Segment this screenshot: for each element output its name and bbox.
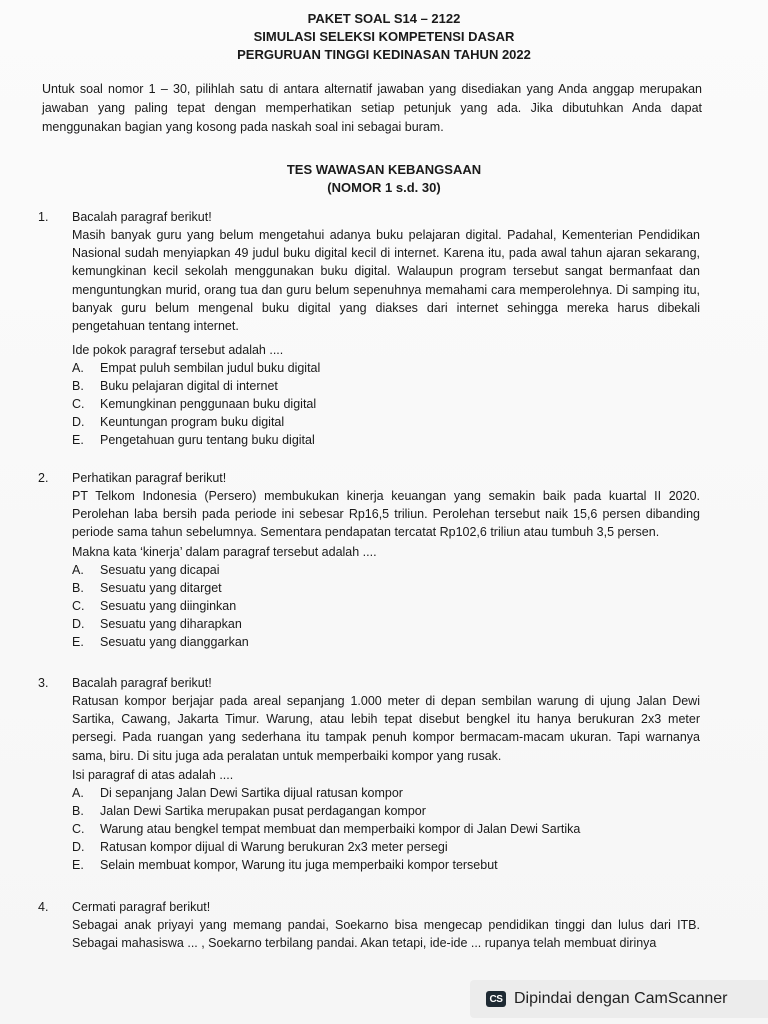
option-1c (72, 395, 692, 413)
question-prompt: Makna kata ‘kinerja’ dalam paragraf tersebut adalah .... (72, 545, 377, 559)
option-text: Kemungkinan penggunaan buku digital (100, 397, 317, 411)
question-number: 3. (38, 676, 49, 690)
camscanner-icon: CS (486, 991, 506, 1007)
option-letter: B. (72, 581, 84, 595)
question-prompt: Ide pokok paragraf tersebut adalah .... (72, 343, 284, 357)
question-prompt: Isi paragraf di atas adalah .... (72, 768, 234, 782)
option-2c (72, 597, 692, 615)
option-1b (72, 377, 692, 395)
section-subtitle: (NOMOR 1 s.d. 30) (327, 180, 441, 195)
option-1d (72, 413, 692, 431)
question-instruction: Bacalah paragraf berikut! (72, 676, 212, 690)
option-letter: A. (72, 786, 84, 800)
camscanner-watermark (470, 980, 768, 1018)
option-letter: D. (72, 415, 85, 429)
option-letter: C. (72, 822, 85, 836)
option-text: Sesuatu yang dianggarkan (100, 635, 249, 649)
header-line-2: SIMULASI SELEKSI KOMPETENSI DASAR (253, 29, 515, 44)
option-2b (72, 579, 692, 597)
option-letter: E. (72, 635, 84, 649)
section-title: TES WAWASAN KEBANGSAAN (286, 162, 482, 177)
question-paragraph: Sebagai anak priyayi yang memang pandai, Soekarno bisa mengecap pendidikan tinggi dan lulus dari ITB. Sebagai mahasiswa ... , Soekarno terbilang pandai. Akan tetapi, ide-ide ... rupanya telah membuat dirinya (72, 918, 700, 951)
question-number: 2. (38, 471, 49, 485)
option-text: Sesuatu yang diharapkan (100, 617, 242, 631)
option-text: Sesuatu yang dicapai (100, 563, 220, 577)
option-3e (72, 856, 692, 874)
option-text: Sesuatu yang diinginkan (100, 599, 237, 613)
option-2e (72, 633, 692, 651)
question-paragraph: PT Telkom Indonesia (Persero) membukukan kinerja keuangan yang semakin baik pada kuartal II 2020. Perolehan laba bersih pada periode ini sebesar Rp16,5 triliun. Perolehan tersebut naik 15,6 persen dibanding periode sama tahun sebelumnya. Sementara pendapatan tercatat Rp102,6 triliun atau tumbuh 3,5 persen. (72, 489, 700, 540)
option-letter: D. (72, 840, 85, 854)
option-1a (72, 359, 692, 377)
option-2d (72, 615, 692, 633)
option-letter: E. (72, 433, 84, 447)
option-3a (72, 784, 692, 802)
option-1e (72, 431, 692, 449)
option-letter: C. (72, 397, 85, 411)
option-3b (72, 802, 692, 820)
option-letter: C. (72, 599, 85, 613)
question-instruction: Bacalah paragraf berikut! (72, 210, 212, 224)
option-letter: B. (72, 804, 84, 818)
intro-paragraph: Untuk soal nomor 1 – 30, pilihlah satu di antara alternatif jawaban yang disediakan yang Anda anggap merupakan jawaban yang paling tepat dengan memperhatikan setiap petunjuk yang ada. Jika dibutuhkan Anda dapat menggunakan bagian yang kosong pada naskah soal ini sebagai buram. (42, 82, 702, 134)
option-text: Di sepanjang Jalan Dewi Sartika dijual ratusan kompor (100, 786, 403, 800)
option-letter: A. (72, 361, 84, 375)
option-2a (72, 561, 692, 579)
option-text: Empat puluh sembilan judul buku digital (100, 361, 321, 375)
option-letter: E. (72, 858, 84, 872)
question-paragraph: Masih banyak guru yang belum mengetahui adanya buku pelajaran digital. Padahal, Kementerian Pendidikan Nasional sudah menyiapkan 49 judul buku digital kecil di internet. Karena itu, pada awal tahun ajaran sekarang, kemungkinan kecil sekolah menggunakan buku digital. Walaupun program tersebut sangat bermanfaat dan menguntungkan murid, orang tua dan guru belum sepenuhnya memahami cara memperolehnya. Di samping itu, banyak guru belum mengenal buku digital yang diakses dari internet sehingga mereka harus dibekali pengetahuan tentang internet. (72, 228, 700, 334)
option-letter: A. (72, 563, 84, 577)
option-letter: B. (72, 379, 84, 393)
question-instruction: Cermati paragraf berikut! (72, 900, 211, 914)
option-3d (72, 838, 692, 856)
question-number: 1. (38, 210, 49, 224)
option-letter: D. (72, 617, 85, 631)
option-text: Pengetahuan guru tentang buku digital (100, 433, 315, 447)
option-text: Buku pelajaran digital di internet (100, 379, 278, 393)
option-3c (72, 820, 692, 838)
question-paragraph: Ratusan kompor berjajar pada areal sepanjang 1.000 meter di depan sembilan warung di ujung Jalan Dewi Sartika, Cawang, Jakarta Timur. Warung, atau lebih tepat disebut bengkel itu hanya berukuran 2x3 meter persegi. Pada ruangan yang sederhana itu tampak penuh kompor bermacam-macam ukuran. Tapi warnanya sama, biru. Di situ juga ada peralatan untuk memperbaiki kompor yang rusak. (72, 694, 700, 763)
camscanner-text: Dipindai dengan CamScanner (514, 990, 728, 1007)
option-text: Sesuatu yang ditarget (100, 581, 222, 595)
option-text: Jalan Dewi Sartika merupakan pusat perdagangan kompor (100, 804, 426, 818)
option-text: Warung atau bengkel tempat membuat dan memperbaiki kompor di Jalan Dewi Sartika (100, 822, 581, 836)
header-line-3: PERGURUAN TINGGI KEDINASAN TAHUN 2022 (237, 47, 531, 62)
question-instruction: Perhatikan paragraf berikut! (72, 471, 227, 485)
option-text: Ratusan kompor dijual di Warung berukuran 2x3 meter persegi (100, 840, 448, 854)
option-text: Keuntungan program buku digital (100, 415, 285, 429)
question-number: 4. (38, 900, 49, 914)
header-line-1: PAKET SOAL S14 – 2122 (307, 11, 461, 26)
option-text: Selain membuat kompor, Warung itu juga memperbaiki kompor tersebut (100, 858, 498, 872)
